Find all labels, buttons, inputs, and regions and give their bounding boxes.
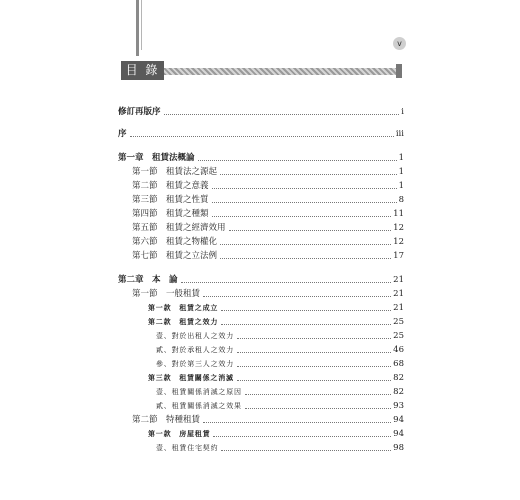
toc-section[interactable] xyxy=(118,166,404,178)
toc-entry-page: 94 xyxy=(393,415,404,425)
toc-item[interactable] xyxy=(118,330,404,342)
toc-entry-label: 第二節 租賃之意義 xyxy=(132,181,209,191)
page-number-badge: v xyxy=(393,37,406,50)
toc-section[interactable] xyxy=(118,288,404,300)
dot-leader xyxy=(220,257,391,259)
toc-chapter-2[interactable] xyxy=(118,274,404,286)
toc-entry-label: 第一節 一般租賃 xyxy=(132,289,201,299)
decorative-vertical-rule-thin xyxy=(141,0,142,50)
toc-entry-page: 8 xyxy=(398,195,404,205)
toc-section[interactable] xyxy=(118,414,404,426)
dot-leader xyxy=(212,215,392,217)
toc-entry-page: 98 xyxy=(393,443,404,453)
toc-item[interactable] xyxy=(118,386,404,398)
dot-leader xyxy=(212,201,397,203)
toc-section[interactable] xyxy=(118,194,404,206)
toc-entry-page: 68 xyxy=(393,359,404,369)
toc-entry-page: 21 xyxy=(393,275,404,285)
dot-leader xyxy=(181,281,392,283)
toc-entry-label: 第二章 本 論 xyxy=(118,275,178,285)
toc-entry-page: i xyxy=(401,107,404,117)
title-hatched-bar xyxy=(164,68,400,75)
toc-item[interactable] xyxy=(118,442,404,454)
dot-leader xyxy=(229,229,392,231)
dot-leader xyxy=(220,173,397,175)
dot-leader xyxy=(245,407,391,409)
toc-entry-label: 參、對於第三人之效力 xyxy=(156,360,234,368)
toc-entry-page: 1 xyxy=(398,181,404,191)
toc-entry-page: 82 xyxy=(393,387,404,397)
toc-title: 目 錄 xyxy=(121,61,164,80)
dot-leader xyxy=(198,159,397,161)
toc-entry-page: 1 xyxy=(398,167,404,177)
toc-item[interactable] xyxy=(118,344,404,356)
toc-entry-page: 17 xyxy=(393,251,404,261)
dot-leader xyxy=(237,337,391,339)
toc-entry-page: 25 xyxy=(393,317,404,327)
toc-chapter-1[interactable] xyxy=(118,152,404,164)
toc-entry-label: 第一款 房屋租賃 xyxy=(148,429,211,438)
toc-entry-label: 第四節 租賃之種類 xyxy=(132,209,209,219)
toc-entry-label: 第三節 租賃之性質 xyxy=(132,195,209,205)
toc-section[interactable] xyxy=(118,250,404,262)
toc-entry-label: 第六節 租賃之物權化 xyxy=(132,237,218,247)
toc-entry-label: 第一章 租賃法概論 xyxy=(118,153,195,163)
toc-subsection[interactable] xyxy=(118,316,404,328)
dot-leader xyxy=(220,243,391,245)
dot-leader xyxy=(237,365,391,367)
dot-leader xyxy=(213,435,391,437)
dot-leader xyxy=(212,187,397,189)
toc-entry-label: 修訂再版序 xyxy=(118,107,161,117)
dot-leader xyxy=(221,309,391,311)
toc-entry-label: 貳、對於承租人之效力 xyxy=(156,346,234,354)
toc-entry-label: 壹、租賃關係消滅之原因 xyxy=(156,388,242,396)
toc-entry-label: 壹、租賃住宅契約 xyxy=(156,444,219,452)
toc-subsection[interactable] xyxy=(118,372,404,384)
toc-entry-label: 第五節 租賃之經濟效用 xyxy=(132,223,226,233)
toc-item[interactable] xyxy=(118,358,404,370)
toc-entry-label: 第一款 租賃之成立 xyxy=(148,303,219,312)
toc-entry-page: iii xyxy=(395,129,404,139)
toc-section[interactable] xyxy=(118,208,404,220)
toc-entry-preface-revised[interactable] xyxy=(118,106,404,118)
dot-leader xyxy=(203,295,391,297)
decorative-vertical-rule xyxy=(136,0,139,56)
toc-entry-page: 21 xyxy=(393,303,404,313)
toc-entry-page: 11 xyxy=(393,209,404,219)
toc-entry-page: 94 xyxy=(393,429,404,439)
toc-section[interactable] xyxy=(118,236,404,248)
toc-entry-page: 1 xyxy=(398,153,404,163)
toc-entry-page: 12 xyxy=(393,223,404,233)
toc-entry-label: 第二節 特種租賃 xyxy=(132,415,201,425)
dot-leader xyxy=(245,393,391,395)
toc-item[interactable] xyxy=(118,400,404,412)
dot-leader xyxy=(130,135,394,137)
toc-entry-page: 21 xyxy=(393,289,404,299)
dot-leader xyxy=(221,323,391,325)
toc-entry-label: 第七節 租賃之立法例 xyxy=(132,251,218,261)
toc-entry-label: 第二款 租賃之效力 xyxy=(148,317,219,326)
toc-entry-page: 46 xyxy=(393,345,404,355)
toc-subsection[interactable] xyxy=(118,302,404,314)
toc-section[interactable] xyxy=(118,222,404,234)
dot-leader xyxy=(203,421,391,423)
dot-leader xyxy=(221,449,391,451)
dot-leader xyxy=(164,113,400,115)
toc-section[interactable] xyxy=(118,180,404,192)
toc-entry-label: 第三款 租賃關係之消滅 xyxy=(148,373,234,382)
toc-entry-label: 序 xyxy=(118,129,127,139)
title-bar-endcap xyxy=(396,64,402,78)
toc-entry-label: 壹、對於出租人之效力 xyxy=(156,332,234,340)
toc-entry-page: 12 xyxy=(393,237,404,247)
dot-leader xyxy=(237,379,391,381)
toc-entry-page: 82 xyxy=(393,373,404,383)
toc-subsection[interactable] xyxy=(118,428,404,440)
dot-leader xyxy=(237,351,391,353)
toc-entry-page: 93 xyxy=(393,401,404,411)
toc-entry-preface[interactable] xyxy=(118,128,404,140)
toc-entry-label: 貳、租賃關係消滅之效果 xyxy=(156,402,242,410)
toc-entry-page: 25 xyxy=(393,331,404,341)
toc-entry-label: 第一節 租賃法之源起 xyxy=(132,167,218,177)
